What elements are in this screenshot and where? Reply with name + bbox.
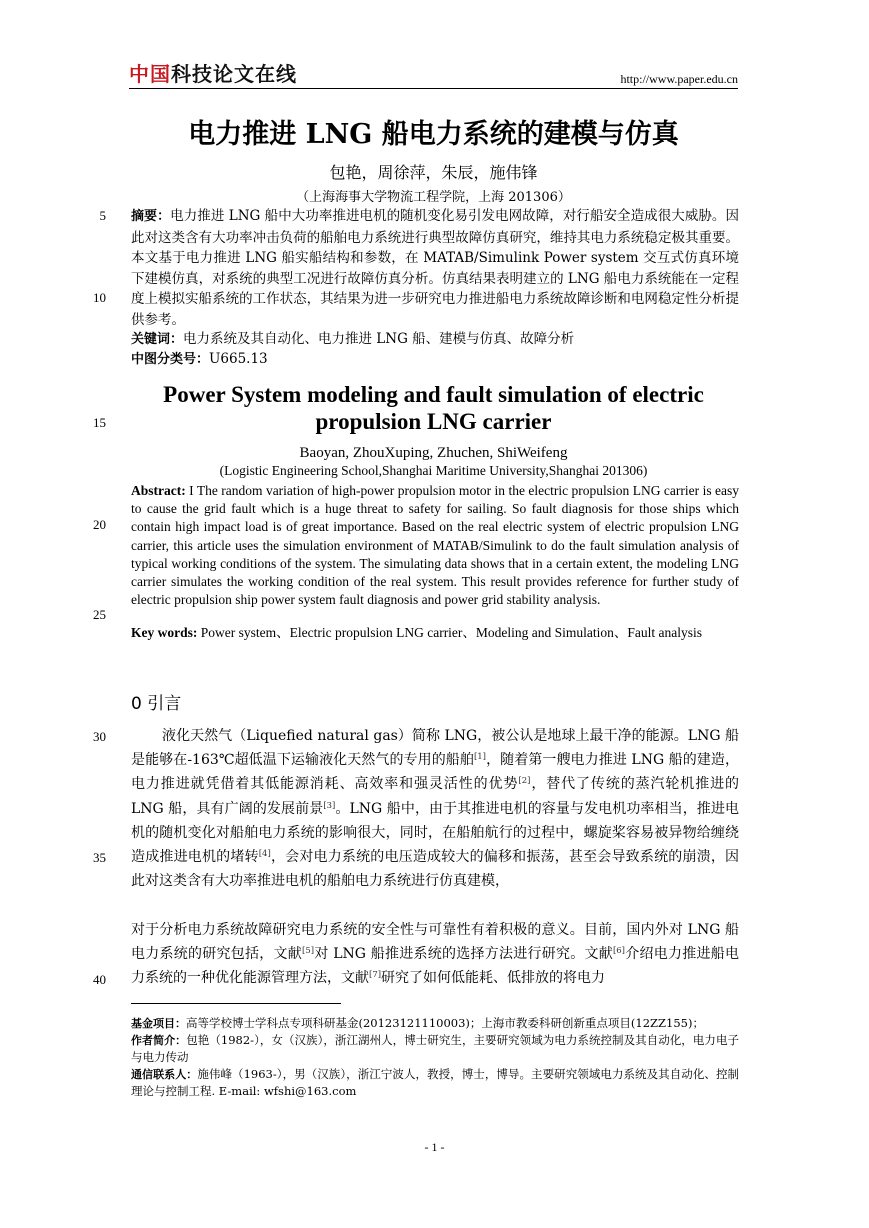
line-number: 40 <box>93 972 106 987</box>
abstract-en-label: Abstract: <box>131 483 186 498</box>
abstract-cn-label: 摘要： <box>131 209 171 224</box>
keywords-en-text: Power system、Electric propulsion LNG carrier、Modeling and Simulation、Fault analysis <box>197 625 703 640</box>
abstract-en <box>131 482 739 609</box>
site-logo: 中国科技论文在线 <box>129 62 297 86</box>
line-number: 10 <box>93 290 106 305</box>
affiliation-en: (Logistic Engineering School,Shanghai Maritime University,Shanghai 201306) <box>219 463 648 478</box>
abstract-cn <box>131 206 739 330</box>
page-number: - 1 - <box>424 1140 445 1154</box>
citation-2[interactable]: [2] <box>518 776 531 787</box>
keywords-cn-text: 电力系统及其自动化、电力推进 LNG 船、建模与仿真、故障分析 <box>183 331 575 347</box>
body-paragraph-2: 对于分析电力系统故障研究电力系统的安全性与可靠性有着积极的意义。目前，国内外对 LNG 船电力系统的研究包括，文献[5]对 LNG 船推进系统的选择方法进行研究。文献[6]介绍电力推进船电力系统的一种优化能源管理方法，文献[7]研究了如何低能耗、低排放的将电力 <box>131 922 740 987</box>
body-paragraph-1: 液化天然气（Liquefied natural gas）简称 LNG，被公认是地球上最干净的能源。LNG 船是能够在-163℃超低温下运输液化天然气的专用的船舶[1]，随着第一艘电力推进 LNG 船的建造，电力推进就凭借着其低能源消耗、高效率和强灵活性的优势[2]，替代了传统的蒸汽轮机推进的 LNG 船，具有广阔的发展前景[3]。LNG 船中，由于其推进电机的容量与发电机功率相当，推进电机的随机变化对船舶电力系统的影响很大，同时，在船舶航行的过程中，螺旋桨容易被异物给缠绕造成推进电机的堵转[4]，会对电力系统的电压造成较大的偏移和振荡，甚至会导致系统的崩溃，因此对这类含有大功率推进电机的船舶电力系统进行仿真建模， <box>131 728 740 890</box>
affiliation-cn: （上海海事大学物流工程学院，上海 201306） <box>296 190 571 205</box>
line-number: 35 <box>93 850 106 865</box>
line-number: 15 <box>93 415 106 430</box>
line-number: 30 <box>93 729 106 744</box>
keywords-cn-label: 关键词： <box>131 332 184 347</box>
line-number: 25 <box>93 607 106 622</box>
abstract-en-text: I The random variation of high-power propulsion motor in the electric propulsion LNG carrier is easy to cause the grid fault which is a huge threat to safety for sailing. So fault diagnosis for those ships which contain high impact load is of great importance. Based on the real electric system of electric propulsion LNG carrier, this article uses the simulation environment of MATAB/Simulink to do the fault simulation analysis of typical working conditions of the system. The simulating data shows that in a certain extent, the modeling LNG carrier simulates the working condition of the real system. This result provides reference for further study of electric propulsion ship power system fault diagnosis and power grid stability analysis. <box>131 483 739 608</box>
citation-4[interactable]: [4] <box>258 849 271 860</box>
header-url[interactable]: http://www.paper.edu.cn <box>620 72 738 86</box>
clc-cn-label: 中图分类号： <box>131 352 210 367</box>
footnote-author: 作者简介：包艳（1982-），女（汉族），浙江湖州人，博士研究生，主要研究领域为电力系统控制及其自动化，电力电子与电力传动 <box>131 1033 739 1064</box>
footnote-contact: 通信联系人：施伟峰（1963-），男（汉族），浙江宁波人，教授，博士，博导。主要研究领域电力系统及其自动化、控制理论与控制工程. E-mail: wfshi@163.com <box>131 1067 739 1098</box>
authors-cn: 包艳，周徐萍，朱辰，施伟锋 <box>329 163 538 182</box>
keywords-en-label: Key words: <box>131 625 198 640</box>
paper-title-en: Power System modeling and fault simulation of electric propulsion LNG carrier <box>163 382 704 434</box>
footnote-rule <box>131 1003 341 1004</box>
clc-cn-text: U665.13 <box>209 351 268 367</box>
citation-7[interactable]: [7] <box>369 970 382 981</box>
line-number: 20 <box>93 517 106 532</box>
abstract-cn-text: 电力推进 LNG 船中大功率推进电机的随机变化易引发电网故障，对行船安全造成很大威胁。因此对这类含有大功率冲击负荷的船舶电力系统进行典型故障仿真研究，维持其电力系统稳定极其重要。本文基于电力推进 LNG 船实船结构和参数，在 MATAB/Simulink Power system 交互式仿真环境下建模仿真，对系统的典型工况进行故障仿真分析。仿真结果表明建立的 LNG 船电力系统能在一定程度上模拟实船系统的工作状态，其结果为进一步研究电力推进船电力系统故障诊断和电网稳定性分析提供参考。 <box>131 208 739 328</box>
keywords-cn <box>131 329 739 351</box>
paper-title-cn: 电力推进 LNG 船电力系统的建模与仿真 <box>188 119 679 150</box>
clc-cn <box>131 349 739 371</box>
keywords-en <box>131 624 739 642</box>
authors-en: Baoyan, ZhouXuping, Zhuchen, ShiWeifeng <box>299 445 568 461</box>
section-heading: 0 引言 <box>131 694 182 714</box>
footnote-funding: 基金项目：高等学校博士学科点专项科研基金(20123121110003)；上海市教委科研创新重点项目(12ZZ155)； <box>131 1016 704 1030</box>
citation-6[interactable]: [6] <box>612 946 625 957</box>
citation-3[interactable]: [3] <box>323 800 336 811</box>
citation-1[interactable]: [1] <box>473 752 486 763</box>
citation-5[interactable]: [5] <box>302 946 315 957</box>
header-rule <box>129 88 738 89</box>
line-number: 5 <box>99 208 106 223</box>
